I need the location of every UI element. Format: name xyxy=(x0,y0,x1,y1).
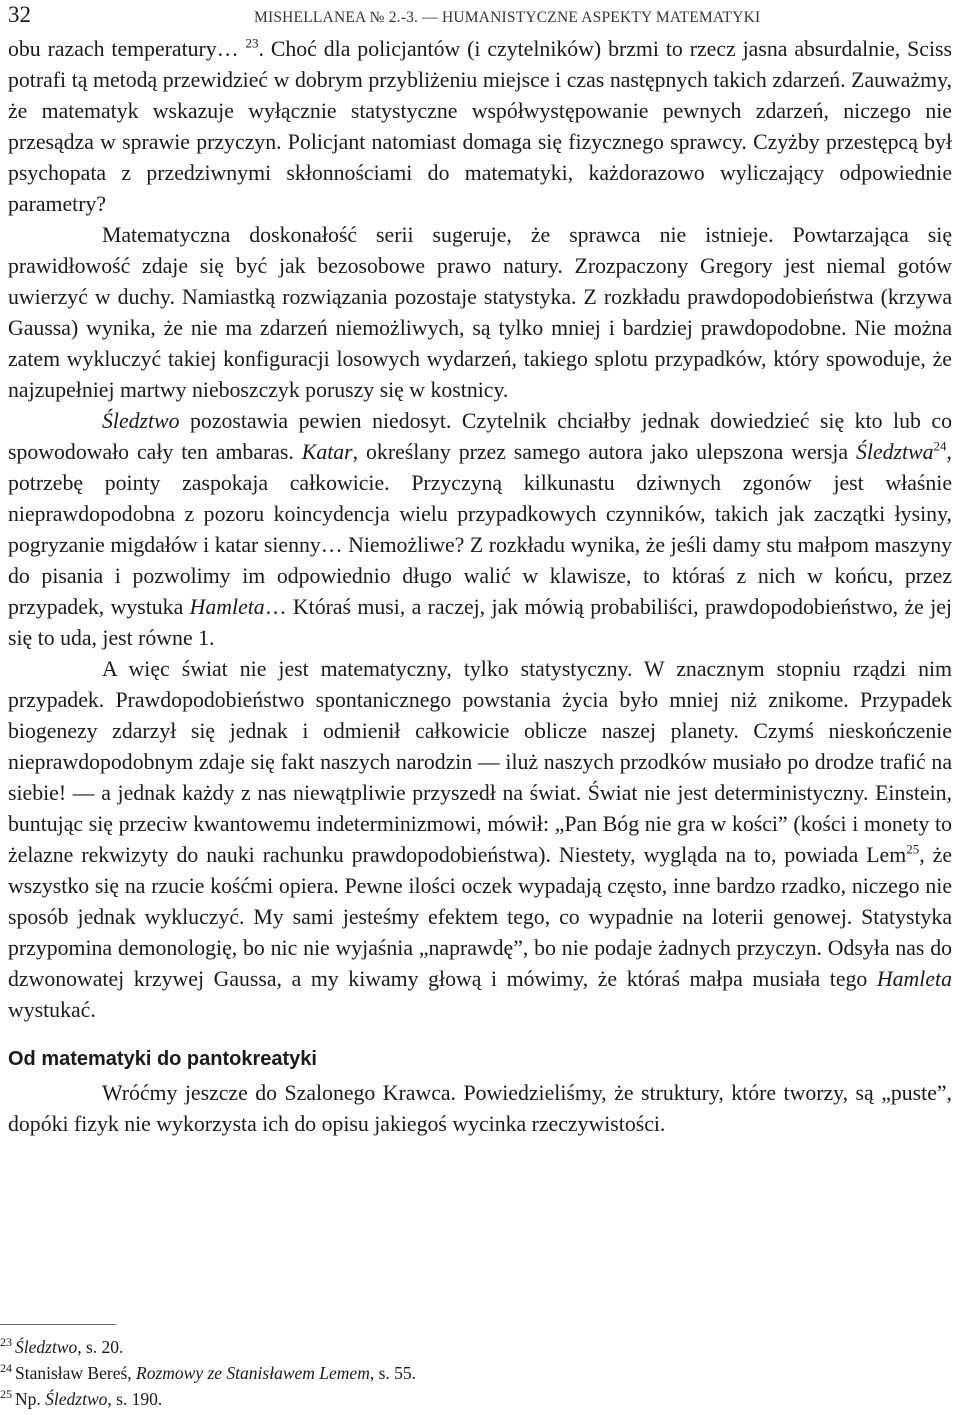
paragraph xyxy=(8,34,952,220)
paragraph xyxy=(8,220,952,406)
text-run: pozostawia pewien niedosyt. Czytelnik chciałby jednak dowiedzieć się kto lub co spowodowało cały ten ambaras. xyxy=(8,409,952,464)
section-paragraph xyxy=(8,1078,952,1140)
footnote-separator xyxy=(0,1324,116,1325)
footnote xyxy=(0,1386,944,1412)
italic-title: Katar xyxy=(301,440,353,464)
text-run: Matematyczna doskonałość serii sugeruje, że sprawca nie istnieje. Powtarzająca się prawidłowość zdaje się być jak bezosobowe prawo natury. Zrozpaczony Gregory jest niemal gotów uwierzyć w duchy. Namiastką rozwiązania pozostaje statystyka. Z rozkładu prawdopodobieństwa (krzywa Gaussa) wynika, że nie ma zdarzeń niemożliwych, są tylko mniej i bardziej prawdopodobne. Nie można zatem wykluczyć takiej konfiguracji losowych wydarzeń, takiego splotu przypadków, który spowoduje, że najzupełniej martwy nieboszczyk poruszy się w kostnicy. xyxy=(8,223,952,402)
body-text xyxy=(8,34,952,1026)
italic-title: Rozmowy ze Stanisławem Lemem xyxy=(136,1363,370,1383)
text-run: obu razach temperatury… xyxy=(8,37,246,61)
text-run: Stanisław Bereś, xyxy=(15,1363,137,1383)
italic-title: Śledztwo xyxy=(15,1337,78,1357)
text-run: Wróćmy jeszcze do Szalonego Krawca. Powiedzieliśmy, że struktury, które tworzy, są „puste”, dopóki fizyk nie wykorzysta ich do opisu jakiegoś wycinka rzeczywistości. xyxy=(8,1081,952,1136)
text-run: , s. 20. xyxy=(77,1337,124,1357)
footnote-number: 24 xyxy=(0,1361,12,1376)
footnote-reference: 24 xyxy=(933,438,947,454)
text-run: . Choć dla policjantów (i czytelników) brzmi to rzecz jasna absurdalnie, Sciss potrafi tą metodą przewidzieć w dobrym przybliżeniu miejsce i czas następnych takich zdarzeń. Zauważmy, że matematyk wskazuje wyłącznie statystyczne współwystępowanie pewnych zdarzeń, niczego nie przesądza w sprawie przyczyn. Policjant natomiast domaga się fizycznego sprawcy. Czyżby przestępcą był psychopata z przedziwnymi skłonnościami do matematyki, każdorazowo wyliczający odpowiednie parametry? xyxy=(8,37,953,216)
text-run: … Któraś musi, a raczej, jak mówią probabiliści, prawdopodobieństwo, że jej się to uda, jest równe 1. xyxy=(8,595,952,650)
italic-title: Hamleta xyxy=(876,967,952,991)
footnote-number: 23 xyxy=(0,1335,12,1350)
italic-title: Śledztwo xyxy=(102,409,180,433)
section-heading: Od matematyki do pantokreatyki xyxy=(8,1048,317,1070)
text-run: , potrzebę pointy zaspokaja całkowicie. Przyczyną kilkunastu dziwnych zgonów jest właśnie nieprawdopodobna z pozoru koincydencja wielu przypadkowych czynników, takich jak zaczątki łysiny, pogryzanie migdałów i katar sienny… Niemożliwe? Z rozkładu wynika, że jeśli damy stu małpom maszyny do pisania i pozwolimy im odpowiednio długo walić w klawisze, to któraś z nich w końcu, przez przypadek, wystuka xyxy=(8,440,952,619)
text-run: , określany przez samego autora jako ulepszona wersja xyxy=(352,440,857,464)
page-number: 32 xyxy=(8,2,31,27)
text-run: , s. 55. xyxy=(369,1363,417,1383)
text-run: wystukać. xyxy=(8,998,96,1022)
footnote xyxy=(0,1360,944,1386)
text-run: , s. 190. xyxy=(107,1389,163,1409)
running-head-title: MISHELLANEA № 2.-3. — HUMANISTYCZNE ASPEKTY MATEMATYKI xyxy=(254,9,761,26)
italic-title: Śledztwa xyxy=(856,440,934,464)
running-head xyxy=(8,0,952,34)
text-run: Np. xyxy=(15,1389,46,1409)
footnotes xyxy=(0,1334,944,1412)
document-page xyxy=(8,0,952,1140)
footnote xyxy=(0,1334,944,1360)
footnote-reference: 25 xyxy=(906,841,920,857)
paragraph xyxy=(8,406,952,654)
italic-title: Śledztwo xyxy=(45,1389,108,1409)
paragraph xyxy=(8,654,952,1026)
footnote-reference: 23 xyxy=(245,35,259,51)
text-run: , że wszystko się na rzucie kośćmi opiera. Pewne ilości oczek wypadają często, inne bardzo rzadko, niczego nie sposób jednak wykluczyć. My sami jesteśmy efektem tego, co wypadnie na loterii genowej. Statystyka przypomina demonologię, bo nic nie wyjaśnia „naprawdę”, bo nie podaje żadnych przyczyn. Odsyła nas do dzwonowatej krzywej Gaussa, a my kiwamy głową i mówimy, że któraś małpa musiała tego xyxy=(8,843,952,991)
text-run: A więc świat nie jest matematyczny, tylko statystyczny. W znacznym stopniu rządzi nim przypadek. Prawdopodobieństwo spontanicznego powstania życia było mniej niż znikome. Przypadek biogenezy zdarzył się jednak i odmienił całkowicie oblicze naszej planety. Czymś nieskończenie nieprawdopodobnym zdaje się fakt naszych narodzin — iluż naszych przodków musiało po drodze trafić na siebie! — a jednak każdy z nas niewątpliwie przyszedł na świat. Świat nie jest deterministyczny. Einstein, buntując się przeciw kwantowemu indeterminizmowi, mówił: „Pan Bóg nie gra w kości” (kości i monety to żelazne rekwizyty do nauki rachunku prawdopodobieństwa). Niestety, wygląda na to, powiada Lem xyxy=(8,657,952,867)
italic-title: Hamleta xyxy=(189,595,265,619)
footnote-number: 25 xyxy=(0,1387,12,1402)
